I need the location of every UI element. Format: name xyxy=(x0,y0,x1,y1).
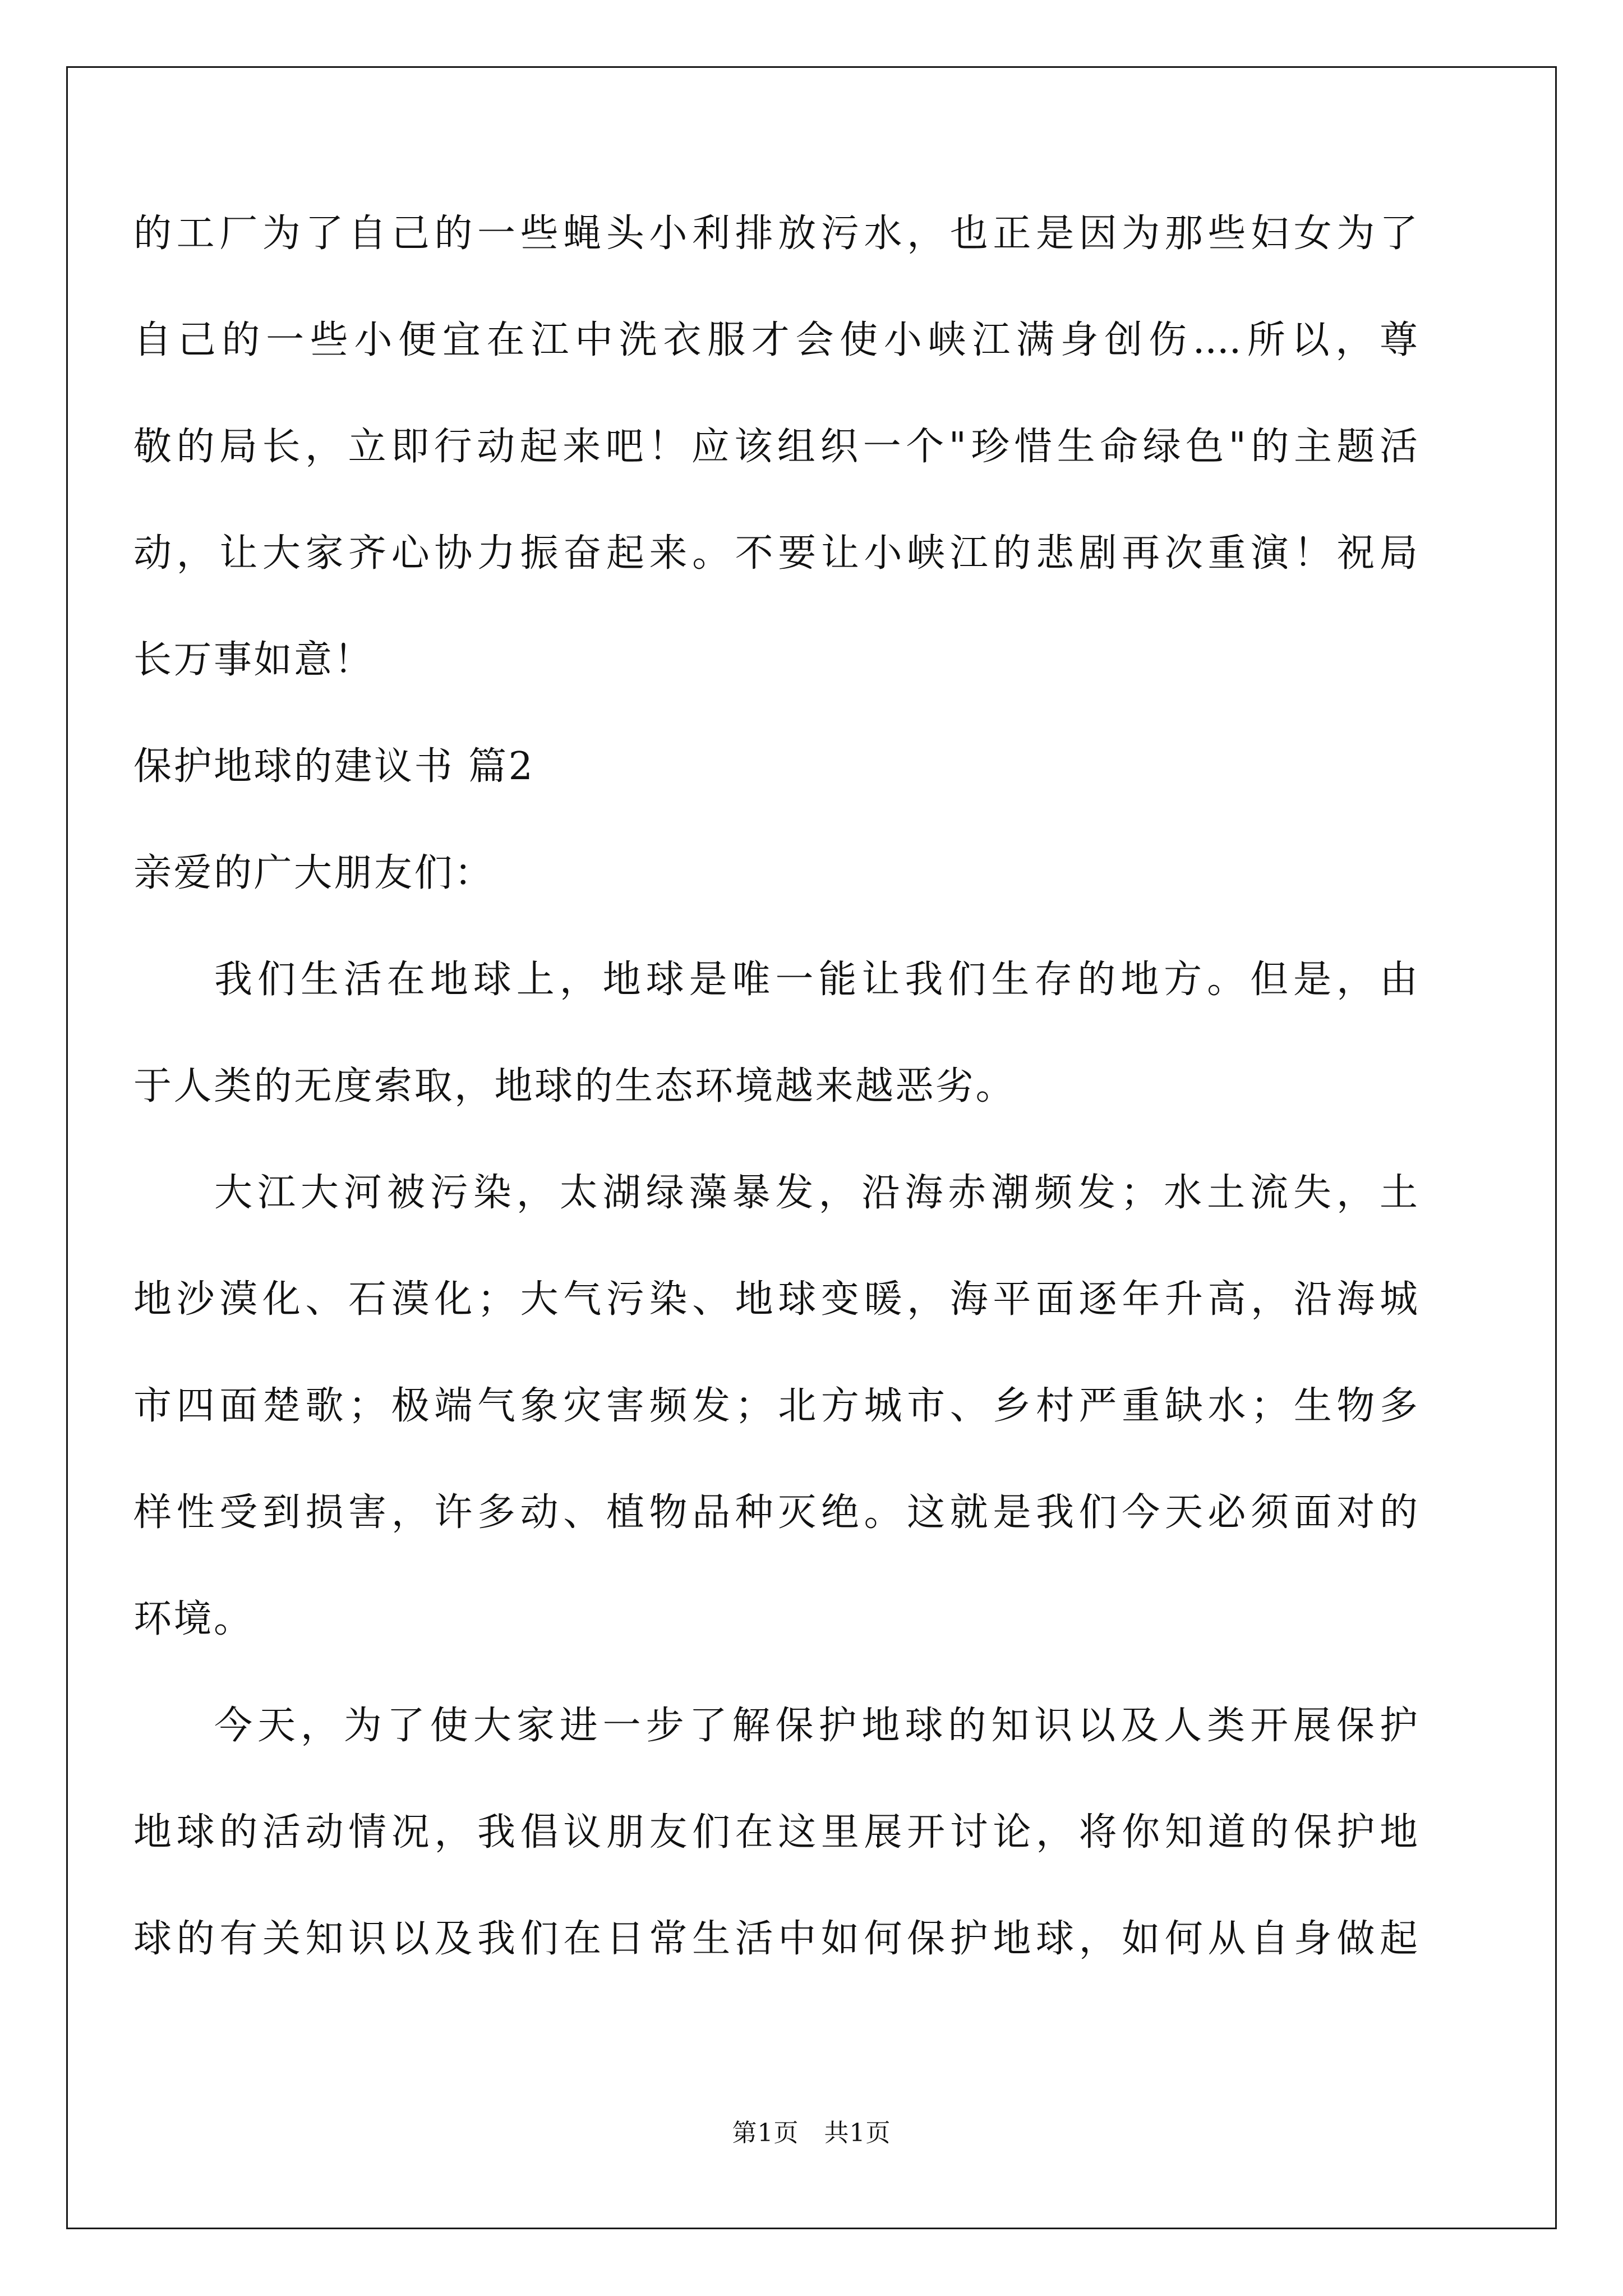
page-border xyxy=(66,66,1557,2229)
text-line: 自己的一些小便宜在江中洗衣服才会使小峡江满身创伤....所以，尊 xyxy=(133,318,1418,362)
text-line: 大江大河被污染，太湖绿藻暴发，沿海赤潮频发；水土流失，土 xyxy=(214,1171,1418,1215)
text-line: 的工厂为了自己的一些蝇头小利排放污水，也正是因为那些妇女为了 xyxy=(133,211,1418,256)
text-line: 地沙漠化、石漠化；大气污染、地球变暖，海平面逐年升高，沿海城 xyxy=(133,1277,1418,1322)
text-line: 样性受到损害，许多动、植物品种灭绝。这就是我们今天必须面对的 xyxy=(133,1490,1418,1535)
text-line: 市四面楚歌；极端气象灾害频发；北方城市、乡村严重缺水；生物多 xyxy=(133,1384,1418,1428)
section-heading: 保护地球的建议书 篇2 xyxy=(133,744,535,789)
text-line: 今天，为了使大家进一步了解保护地球的知识以及人类开展保护 xyxy=(214,1704,1418,1748)
text-line: 于人类的无度索取，地球的生态环境越来越恶劣。 xyxy=(133,1064,1016,1108)
text-line: 动，让大家齐心协力振奋起来。不要让小峡江的悲剧再次重演！祝局 xyxy=(133,531,1418,576)
text-line: 我们生活在地球上，地球是唯一能让我们生存的地方。但是，由 xyxy=(214,958,1418,1002)
page-number: 第1页 共1页 xyxy=(732,2119,891,2147)
text-line: 环境。 xyxy=(133,1597,254,1641)
salutation: 亲爱的广大朋友们： xyxy=(133,851,495,895)
text-line: 地球的活动情况，我倡议朋友们在这里展开讨论，将你知道的保护地 xyxy=(133,1810,1418,1855)
text-line: 长万事如意！ xyxy=(133,638,375,682)
text-line: 敬的局长，立即行动起来吧！应该组织一个"珍惜生命绿色"的主题活 xyxy=(133,425,1418,469)
text-line: 球的有关知识以及我们在日常生活中如何保护地球，如何从自身做起 xyxy=(133,1917,1418,1961)
